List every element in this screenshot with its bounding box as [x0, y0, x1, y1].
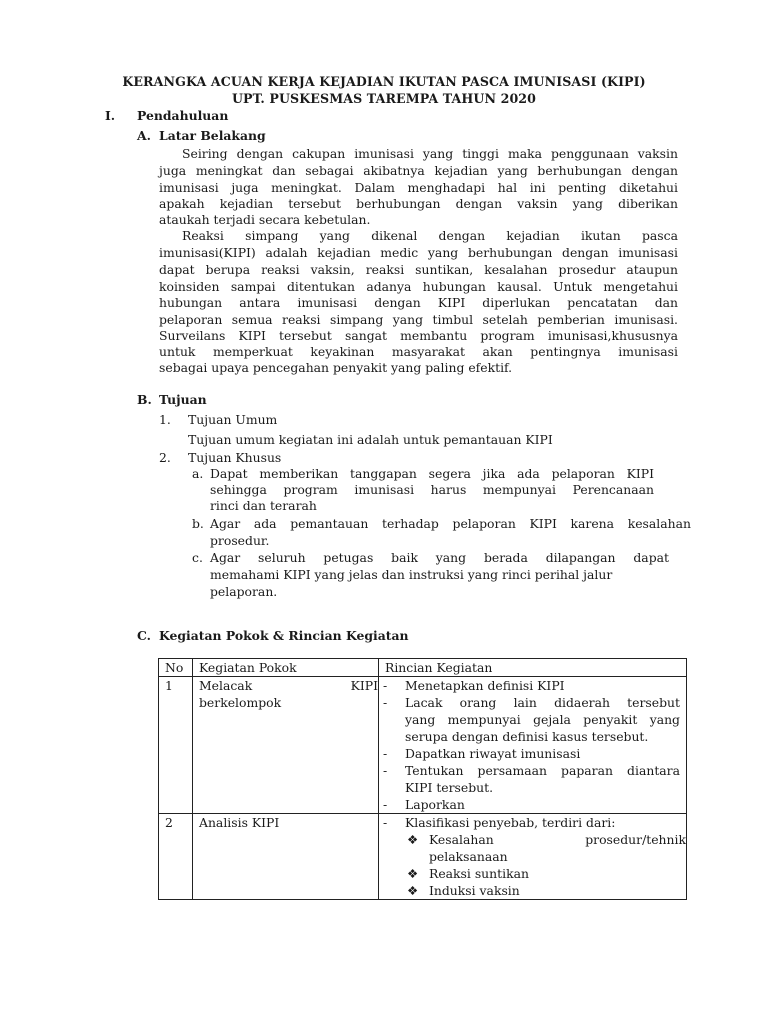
dash-bullet: - [383, 815, 388, 830]
table-header-cell: Rincian Kegiatan [379, 659, 687, 677]
rincian-text: Lacak orang lain didaerah tersebut [405, 695, 680, 710]
text-line: pelaporan. [210, 584, 278, 599]
table-cell-kegiatan [193, 677, 379, 814]
sub-item-letter: b. [192, 516, 204, 531]
table-cell-no: 1 [159, 677, 193, 814]
subsection-letter: C. [137, 628, 151, 643]
subsection-letter: B. [137, 392, 152, 407]
kegiatan-word: KIPI [350, 678, 378, 693]
table-header-row [159, 659, 687, 677]
list-text: Tujuan umum kegiatan ini adalah untuk pemantauan KIPI [188, 432, 553, 447]
text-line: sehingga program imunisasi harus mempunyai Perencanaan [210, 482, 654, 497]
sub-item-letter: c. [192, 550, 203, 565]
rincian-text: KIPI tersebut. [405, 780, 494, 795]
table-cell-rincian [379, 677, 687, 814]
text-line: memahami KIPI yang jelas dan instruksi yang rinci perihal jalur [210, 567, 613, 582]
text-line: Agar seluruh petugas baik yang berada dilapangan dapat [210, 550, 669, 565]
table-header-cell: Kegiatan Pokok [193, 659, 379, 677]
table-cell-rincian [379, 814, 687, 900]
rincian-text: Induksi vaksin [429, 883, 520, 898]
subsection-letter: A. [137, 128, 151, 143]
diamond-bullet-icon: ❖ [407, 832, 419, 847]
subsection-title: Kegiatan Pokok & Rincian Kegiatan [159, 628, 409, 643]
text-line: rinci dan terarah [210, 498, 317, 513]
kegiatan-word: Melacak [199, 678, 253, 693]
text-line: imunisasi(KIPI) adalah kejadian medic yang berhubungan dengan imunisasi [159, 245, 678, 260]
text-line: untuk memperkuat keyakinan masyarakat akan pentingnya imunisasi [159, 344, 678, 359]
document-title-line1: KERANGKA ACUAN KERJA KEJADIAN IKUTAN PASCA IMUNISASI (KIPI) [122, 74, 646, 89]
rincian-text: Dapatkan riwayat imunisasi [405, 746, 581, 761]
diamond-bullet-icon: ❖ [407, 883, 419, 898]
subsection-title: Tujuan [159, 392, 207, 407]
text-line: Seiring dengan cakupan imunisasi yang tinggi maka penggunaan vaksin [182, 146, 678, 161]
rincian-text: Tentukan persamaan paparan diantara [405, 763, 680, 778]
table-row [159, 814, 687, 900]
text-line: Dapat memberikan tanggapan segera jika ada pelaporan KIPI [210, 466, 654, 481]
rincian-text: Klasifikasi penyebab, terdiri dari: [405, 815, 616, 830]
table-cell-no: 2 [159, 814, 193, 900]
text-line: Surveilans KIPI tersebut sangat membantu program imunisasi,khususnya [159, 328, 678, 343]
text-line: Reaksi simpang yang dikenal dengan kejadian ikutan pasca [182, 228, 678, 243]
kegiatan-word: berkelompok [199, 695, 282, 710]
text-line: koinsiden sampai ditentukan adanya hubungan kausal. Untuk mengetahui [159, 279, 678, 294]
dash-bullet: - [383, 763, 388, 778]
text-line: hubungan antara imunisasi dengan KIPI diperlukan pencatatan dan [159, 295, 678, 310]
text-line: apakah kejadian tersebut berhubungan dengan vaksin yang diberikan [159, 196, 678, 211]
activities-table [158, 658, 687, 900]
list-number: 2. [159, 450, 171, 465]
dash-bullet: - [383, 678, 388, 693]
dash-bullet: - [383, 746, 388, 761]
text-line: juga meningkat dan sebagai akibatnya kejadian yang berhubungan dengan [159, 163, 678, 178]
text-line: Agar ada pemantauan terhadap pelaporan KIPI karena kesalahan [210, 516, 691, 531]
sub-item-letter: a. [192, 466, 204, 481]
document-title-line2: UPT. PUSKESMAS TAREMPA TAHUN 2020 [231, 91, 537, 106]
text-line: pelaporan semua reaksi simpang yang timbul setelah pemberian imunisasi. [159, 312, 678, 327]
table-row [159, 677, 687, 814]
text-line: ataukah terjadi secara kebetulan. [159, 212, 371, 227]
text-line: prosedur. [210, 533, 270, 548]
rincian-text: Laporkan [405, 797, 465, 812]
rincian-text: Reaksi suntikan [429, 866, 529, 881]
dash-bullet: - [383, 695, 388, 710]
text-line: sebagai upaya pencegahan penyakit yang paling efektif. [159, 360, 513, 375]
list-label: Tujuan Umum [188, 412, 278, 427]
text-line: dapat berupa reaksi vaksin, reaksi suntikan, kesalahan prosedur ataupun [159, 262, 678, 277]
diamond-bullet-icon: ❖ [407, 866, 419, 881]
rincian-text: Kesalahan prosedur/tehnik [429, 832, 686, 847]
section-number: I. [105, 108, 116, 123]
list-label: Tujuan Khusus [188, 450, 282, 465]
dash-bullet: - [383, 797, 388, 812]
table-cell-kegiatan: Analisis KIPI [193, 814, 379, 900]
text-line: imunisasi juga meningkat. Dalam menghadapi hal ini penting diketahui [159, 180, 678, 195]
table-header-cell: No [159, 659, 193, 677]
rincian-text: serupa dengan definisi kasus tersebut. [405, 729, 649, 744]
list-number: 1. [159, 412, 171, 427]
rincian-text: Menetapkan definisi KIPI [405, 678, 565, 693]
subsection-title: Latar Belakang [159, 128, 266, 143]
section-title: Pendahuluan [137, 108, 229, 123]
rincian-text: pelaksanaan [429, 849, 508, 864]
rincian-text: yang mempunyai gejala penyakit yang [405, 712, 680, 727]
